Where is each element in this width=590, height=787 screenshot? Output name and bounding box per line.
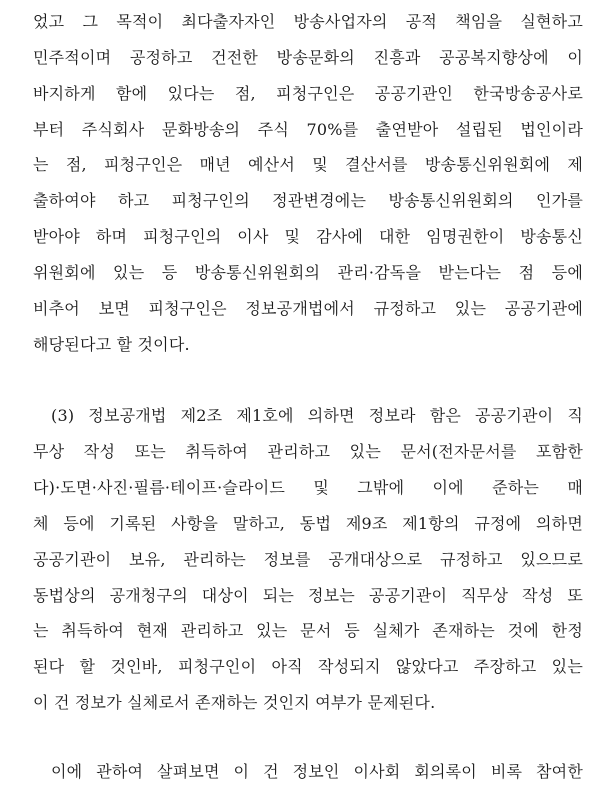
text-line: 다)·도면·사진·필름·테이프·슬라이드 및 그밖에 이에 준하는 매 <box>33 478 583 497</box>
text-line: 부터 주식회사 문화방송의 주식 70%를 출연받아 설립된 법인이라 <box>33 120 583 139</box>
text-line: 민주적이며 공정하고 건전한 방송문화의 진흥과 공공복지향상에 이 <box>33 48 583 67</box>
text-line: 바지하게 함에 있다는 점, 피청구인은 공공기관인 한국방송공사로 <box>33 84 583 103</box>
text-line: 는 점, 피청구인은 매년 예산서 및 결산서를 방송통신위원회에 제 <box>33 155 583 174</box>
text-line: 비추어 보면 피청구인은 정보공개법에서 규정하고 있는 공공기관에 <box>33 299 583 318</box>
text-line: 해당된다고 할 것이다. <box>33 335 190 354</box>
text-line: 었고 그 목적이 최다출자자인 방송사업자의 공적 책임을 실현하고 <box>33 12 583 31</box>
text-line: 체 등에 기록된 사항을 말하고, 동법 제9조 제1항의 규정에 의하면 <box>33 514 583 533</box>
text-line: 는 취득하여 현재 관리하고 있는 문서 등 실체가 존재하는 것에 한정 <box>33 621 583 640</box>
text-line: 받아야 하며 피청구인의 이사 및 감사에 대한 임명권한이 방송통신 <box>33 227 583 246</box>
text-line: 이 건 정보가 실체로서 존재하는 것인지 여부가 문제된다. <box>33 693 436 712</box>
text-line: 된다 할 것인바, 피청구인이 아직 작성되지 않았다고 주장하고 있는 <box>33 657 583 676</box>
text-line: 이에 관하여 살펴보면 이 건 정보인 이사회 회의록이 비록 참여한 <box>51 762 583 781</box>
text-line: 위원회에 있는 등 방송통신위원회의 관리·감독을 받는다는 점 등에 <box>33 263 583 282</box>
text-line: 출하여야 하고 피청구인의 정관변경에는 방송통신위원회의 인가를 <box>33 191 583 210</box>
text-line: 공공기관이 보유, 관리하는 정보를 공개대상으로 규정하고 있으므로 <box>33 550 583 569</box>
text-line: (3) 정보공개법 제2조 제1호에 의하면 정보라 함은 공공기관이 직 <box>51 406 583 425</box>
text-line: 동법상의 공개청구의 대상이 되는 정보는 공공기관이 직무상 작성 또 <box>33 586 583 605</box>
text-line: 무상 작성 또는 취득하여 관리하고 있는 문서(전자문서를 포함한 <box>33 442 583 461</box>
